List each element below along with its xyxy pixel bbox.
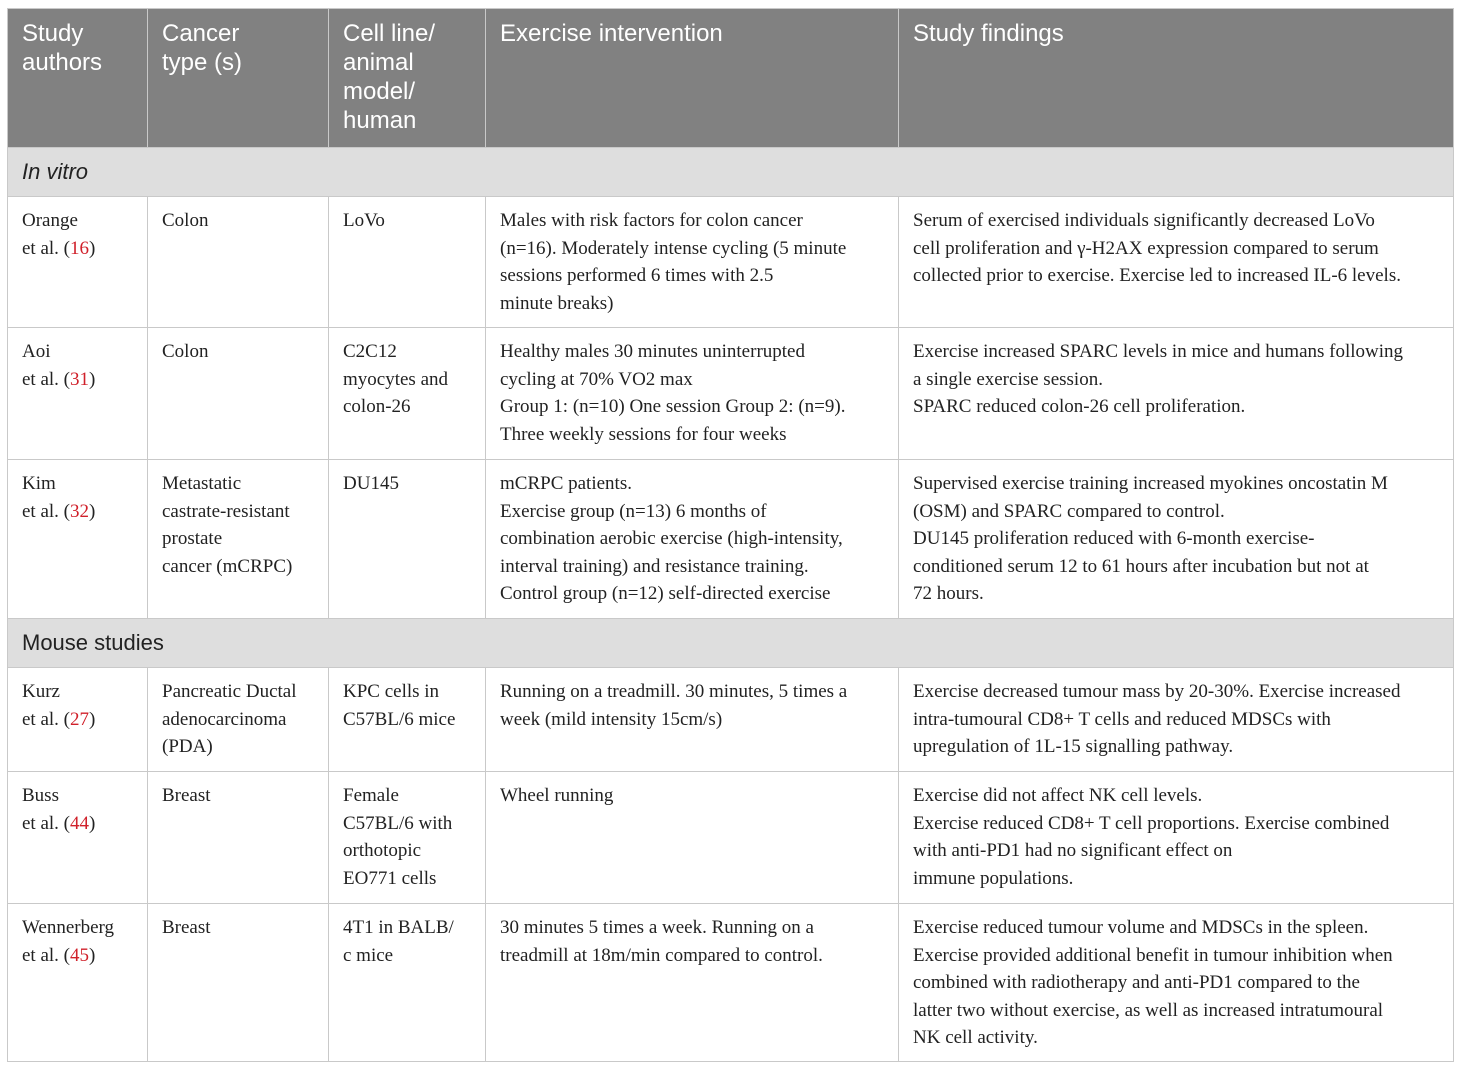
cancer-cell: Breast [148,772,329,904]
section-row-mouse-studies [8,619,1454,668]
findings-cell: Exercise decreased tumour mass by 20-30%. Exercise increased intra-tumoural CD8+ T cells and reduced MDSCs with upregulation of 1L-15 signalling pathway. [899,668,1454,772]
model-cell: LoVo [329,197,486,328]
findings-cell: Exercise did not affect NK cell levels. Exercise reduced CD8+ T cell proportions. Exercise combined with anti-PD1 had no significant effect on immune populations. [899,772,1454,904]
model-cell: Female C57BL/6 with orthotopic EO771 cells [329,772,486,904]
reference-link[interactable]: 44 [70,812,90,834]
header-study-authors: Study authors [8,9,148,148]
intervention-cell: mCRPC patients. Exercise group (n=13) 6 months of combination aerobic exercise (high-intensity, interval training) and resistance training. Control group (n=12) self-directed exercise [486,460,899,619]
table-row [8,904,1454,1062]
cancer-cell: Colon [148,328,329,460]
reference-link[interactable]: 31 [70,368,90,390]
cancer-cell: Breast [148,904,329,1062]
table-row [8,197,1454,328]
author-cell: Wennerberg et al. (45) [8,904,148,1062]
intervention-cell: 30 minutes 5 times a week. Running on a treadmill at 18m/min compared to control. [486,904,899,1062]
header-cancer-type: Cancer type (s) [148,9,329,148]
reference-link[interactable]: 16 [70,237,90,259]
model-cell: 4T1 in BALB/ c mice [329,904,486,1062]
section-title: In vitro [8,148,1454,197]
intervention-cell: Males with risk factors for colon cancer (n=16). Moderately intense cycling (5 minute sessions performed 6 times with 2.5 minute breaks) [486,197,899,328]
header-intervention: Exercise intervention [486,9,899,148]
reference-link[interactable]: 45 [70,944,90,966]
section-row-in-vitro [8,148,1454,197]
table-header [8,9,1454,148]
cancer-cell: Metastatic castrate-resistant prostate cancer (mCRPC) [148,460,329,619]
section-title: Mouse studies [8,619,1454,668]
table-row [8,668,1454,772]
intervention-cell: Running on a treadmill. 30 minutes, 5 times a week (mild intensity 15cm/s) [486,668,899,772]
findings-cell: Supervised exercise training increased myokines oncostatin M (OSM) and SPARC compared to control. DU145 proliferation reduced with 6-month exercise- conditioned serum 12 to 61 hours after incubation but not at 72 hours. [899,460,1454,619]
findings-cell: Exercise increased SPARC levels in mice and humans following a single exercise session. SPARC reduced colon-26 cell proliferation. [899,328,1454,460]
cancer-cell: Pancreatic Ductal adenocarcinoma (PDA) [148,668,329,772]
table-row [8,772,1454,904]
author-cell: Buss et al. (44) [8,772,148,904]
header-findings: Study findings [899,9,1454,148]
intervention-cell: Wheel running [486,772,899,904]
table-row [8,460,1454,619]
author-cell: Kim et al. (32) [8,460,148,619]
reference-link[interactable]: 32 [70,500,90,522]
findings-cell: Exercise reduced tumour volume and MDSCs in the spleen. Exercise provided additional benefit in tumour inhibition when combined with radiotherapy and anti-PD1 compared to the latter two without exercise, as well as increased intratumoural NK cell activity. [899,904,1454,1062]
author-cell: Kurz et al. (27) [8,668,148,772]
table-row [8,328,1454,460]
model-cell: C2C12 myocytes and colon-26 [329,328,486,460]
model-cell: KPC cells in C57BL/6 mice [329,668,486,772]
cancer-cell: Colon [148,197,329,328]
study-table [7,8,1454,1062]
findings-cell: Serum of exercised individuals significantly decreased LoVo cell proliferation and γ-H2AX expression compared to serum collected prior to exercise. Exercise led to increased IL-6 levels. [899,197,1454,328]
reference-link[interactable]: 27 [70,708,90,730]
author-cell: Aoi et al. (31) [8,328,148,460]
intervention-cell: Healthy males 30 minutes uninterrupted cycling at 70% VO2 max Group 1: (n=10) One session Group 2: (n=9). Three weekly sessions for four weeks [486,328,899,460]
model-cell: DU145 [329,460,486,619]
header-model: Cell line/ animal model/ human [329,9,486,148]
author-cell: Orange et al. (16) [8,197,148,328]
